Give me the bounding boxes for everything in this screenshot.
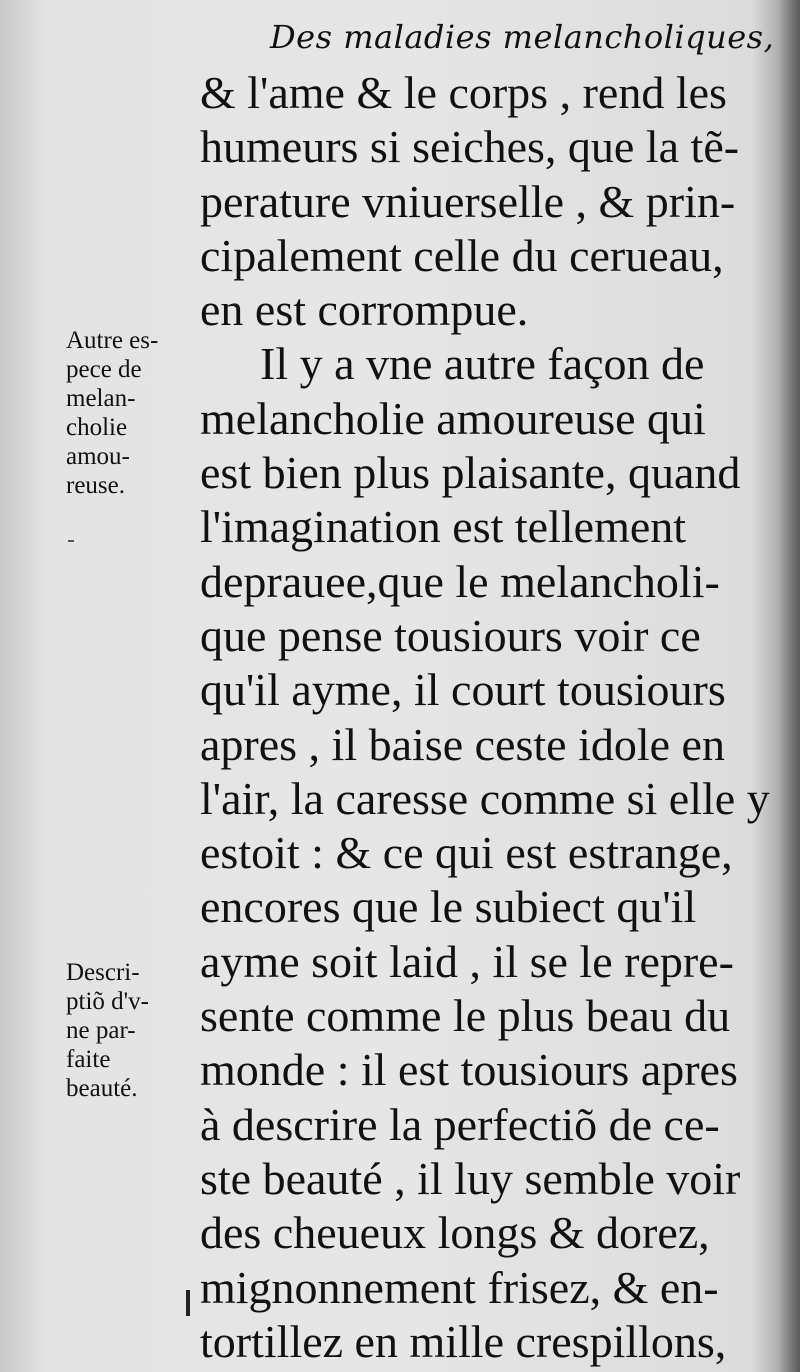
margin-note-line: ptiõ d'v- [66, 988, 149, 1015]
text-line: mignonnement frisez, & en- [200, 1261, 719, 1313]
text-line: & l'ame & le corps , rend les [200, 67, 727, 118]
margin-note-line: reuse. [66, 472, 125, 499]
text-line: humeurs si seiches, que la tẽ- [200, 121, 740, 173]
text-line: est bien plus plaisante, quand [200, 447, 741, 499]
text-line: l'imagination est tellement [200, 501, 687, 553]
margin-note [66, 326, 158, 500]
text-line: perature vniuerselle , & prin- [200, 175, 736, 227]
margin-note-line: Autre es- [66, 327, 159, 354]
text-line: à descrire la perfectiõ de ce- [200, 1098, 720, 1150]
text-line: ste beauté , il luy semble voir [200, 1152, 741, 1204]
text-line: encores que le subiect qu'il [200, 881, 697, 933]
text-line: sente comme le plus beau du [200, 990, 731, 1042]
text-line: deprauee,que le melancholi- [200, 555, 720, 607]
ink-mark [186, 1290, 190, 1316]
text-line: que pense tousiours voir ce [200, 609, 701, 661]
text-line: tortillez en mille crespillons, [200, 1315, 727, 1367]
text-line: en est corrompue. [200, 284, 529, 336]
text-line: des cheueux longs & dorez, [200, 1207, 710, 1259]
text-line: estoit : & ce qui est estrange, [200, 827, 733, 879]
margin-note-line: ne par- [66, 1017, 136, 1044]
margin-note-line: beauté. [66, 1075, 138, 1102]
ink-mark [68, 540, 74, 542]
text-line: cipalement celle du cerueau, [200, 229, 724, 281]
margin-note-line: Descri- [66, 959, 140, 986]
paragraph-start-line: Il y a vne autre façon de [260, 338, 705, 390]
text-line: monde : il est tousiours apres [200, 1044, 738, 1096]
margin-note-line: melan- [66, 385, 136, 412]
page-edge-shadow [778, 0, 800, 1372]
text-line: ayme soit laid , il se le repre- [200, 935, 734, 987]
margin-note-line: pece de [66, 356, 142, 383]
body-text [200, 66, 772, 1369]
text-line: melancholie amoureuse qui [200, 392, 706, 444]
text-line: l'air, la caresse comme si elle y [200, 772, 770, 824]
margin-note-line: amou- [66, 443, 130, 470]
text-line: apres , il baise ceste idole en [200, 718, 725, 770]
running-head: Des maladies melancholiques, [270, 18, 775, 56]
margin-note [66, 958, 149, 1103]
text-line: qu'il ayme, il court tousiours [200, 664, 726, 716]
margin-note-line: faite [66, 1046, 111, 1073]
margin-note-line: cholie [66, 414, 128, 441]
